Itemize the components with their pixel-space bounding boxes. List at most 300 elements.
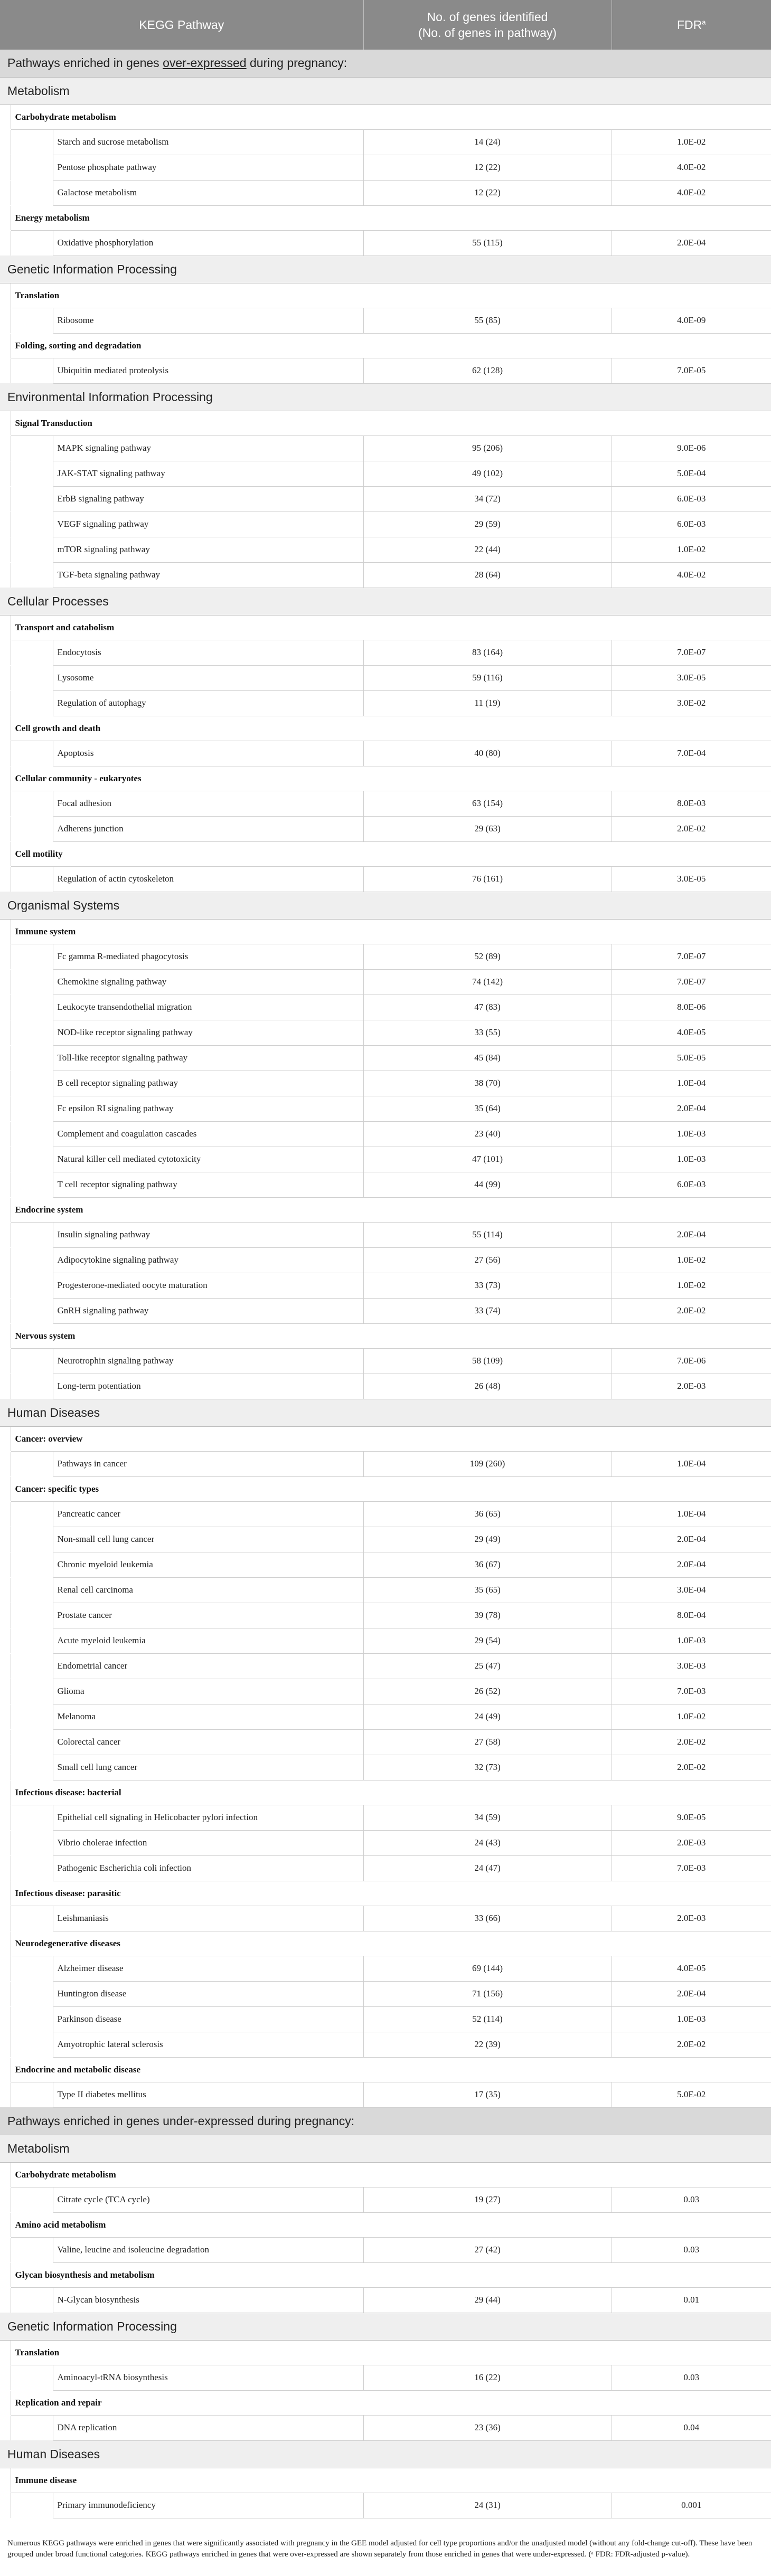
indent-cell	[11, 1374, 53, 1399]
fdr-value: 0.01	[612, 2287, 771, 2313]
pathway-name: Fc epsilon RI signaling pathway	[53, 1096, 363, 1121]
indent-cell	[11, 1451, 53, 1476]
gene-count: 59 (116)	[363, 665, 612, 690]
gene-count: 62 (128)	[363, 358, 612, 383]
pathway-name: Apoptosis	[53, 741, 363, 766]
indent-cell	[11, 1906, 53, 1931]
indent-cell	[0, 1628, 11, 1653]
pathway-row	[0, 741, 771, 766]
section-title	[0, 2107, 771, 2135]
indent-cell	[0, 1679, 11, 1704]
subcategory-label: Infectious disease: parasitic	[11, 1881, 771, 1906]
header-gene-count-line2: (No. of genes in pathway)	[418, 26, 557, 40]
indent-cell	[0, 1071, 11, 1096]
category-label: Organismal Systems	[0, 892, 771, 919]
pathway-row	[0, 1577, 771, 1603]
gene-count: 38 (70)	[363, 1071, 612, 1096]
indent-cell	[11, 690, 53, 716]
indent-cell	[0, 2006, 11, 2032]
subcategory-row	[0, 1931, 771, 1956]
pathway-row	[0, 1729, 771, 1755]
gene-count: 16 (22)	[363, 2365, 612, 2390]
gene-count: 35 (65)	[363, 1577, 612, 1603]
indent-cell	[0, 1704, 11, 1729]
indent-cell	[11, 1603, 53, 1628]
indent-cell	[0, 1121, 11, 1147]
pathway-name: Huntington disease	[53, 1981, 363, 2006]
pathway-row	[0, 791, 771, 816]
indent-cell	[0, 2187, 11, 2212]
indent-cell	[0, 741, 11, 766]
fdr-value: 1.0E-02	[612, 537, 771, 562]
pathway-name: MAPK signaling pathway	[53, 435, 363, 461]
indent-cell	[11, 2082, 53, 2107]
subcategory-row	[0, 841, 771, 866]
gene-count: 36 (67)	[363, 1552, 612, 1577]
subcategory-row	[0, 2262, 771, 2287]
indent-cell	[0, 1527, 11, 1552]
subcategory-row	[0, 1426, 771, 1451]
indent-cell	[11, 230, 53, 255]
indent-cell	[11, 1628, 53, 1653]
pathway-name: Valine, leucine and isoleucine degradation	[53, 2237, 363, 2262]
indent-cell	[0, 2057, 11, 2082]
indent-cell	[0, 791, 11, 816]
indent-cell	[0, 1096, 11, 1121]
gene-count: 25 (47)	[363, 1653, 612, 1679]
indent-cell	[0, 1956, 11, 1981]
indent-cell	[0, 1348, 11, 1374]
indent-cell	[11, 2006, 53, 2032]
indent-cell	[11, 1755, 53, 1780]
indent-cell	[0, 486, 11, 512]
pathway-row	[0, 1527, 771, 1552]
fdr-value: 6.0E-03	[612, 512, 771, 537]
indent-cell	[11, 1577, 53, 1603]
indent-cell	[11, 180, 53, 205]
indent-cell	[0, 1426, 11, 1451]
indent-cell	[11, 866, 53, 892]
pathway-row	[0, 1956, 771, 1981]
indent-cell	[11, 1045, 53, 1071]
indent-cell	[11, 1273, 53, 1298]
gene-count: 29 (44)	[363, 2287, 612, 2313]
fdr-value: 8.0E-03	[612, 791, 771, 816]
pathway-row	[0, 2032, 771, 2057]
pathway-name: Regulation of actin cytoskeleton	[53, 866, 363, 892]
subcategory-row	[0, 1780, 771, 1805]
indent-cell	[11, 1855, 53, 1881]
pathway-row	[0, 358, 771, 383]
pathway-name: Pancreatic cancer	[53, 1501, 363, 1527]
indent-cell	[0, 155, 11, 180]
pathway-name: T cell receptor signaling pathway	[53, 1172, 363, 1197]
fdr-value: 2.0E-04	[612, 1981, 771, 2006]
indent-cell	[0, 1830, 11, 1855]
fdr-value: 2.0E-02	[612, 1755, 771, 1780]
fdr-value: 3.0E-04	[612, 1577, 771, 1603]
gene-count: 74 (142)	[363, 969, 612, 995]
gene-count: 24 (49)	[363, 1704, 612, 1729]
subcategory-row	[0, 1197, 771, 1222]
indent-cell	[0, 2162, 11, 2187]
indent-cell	[0, 2390, 11, 2415]
fdr-value: 7.0E-07	[612, 944, 771, 969]
indent-cell	[0, 1501, 11, 1527]
fdr-value: 6.0E-03	[612, 486, 771, 512]
pathway-row	[0, 2006, 771, 2032]
fdr-value: 9.0E-06	[612, 435, 771, 461]
indent-cell	[0, 2237, 11, 2262]
gene-count: 76 (161)	[363, 866, 612, 892]
pathway-row	[0, 1374, 771, 1399]
pathway-row	[0, 562, 771, 588]
subcategory-label: Translation	[11, 283, 771, 308]
subcategory-row	[0, 2468, 771, 2493]
pathway-row	[0, 2187, 771, 2212]
gene-count: 19 (27)	[363, 2187, 612, 2212]
indent-cell	[0, 969, 11, 995]
subcategory-label: Carbohydrate metabolism	[11, 105, 771, 129]
gene-count: 14 (24)	[363, 129, 612, 155]
gene-count: 34 (59)	[363, 1805, 612, 1830]
gene-count: 29 (59)	[363, 512, 612, 537]
indent-cell	[0, 1805, 11, 1830]
pathway-row	[0, 308, 771, 333]
fdr-value: 4.0E-09	[612, 308, 771, 333]
pathway-name: Amyotrophic lateral sclerosis	[53, 2032, 363, 2057]
table-header-row	[0, 0, 771, 50]
gene-count: 36 (65)	[363, 1501, 612, 1527]
pathway-name: VEGF signaling pathway	[53, 512, 363, 537]
indent-cell	[0, 1906, 11, 1931]
gene-count: 47 (101)	[363, 1147, 612, 1172]
subcategory-label: Immune disease	[11, 2468, 771, 2493]
fdr-value: 0.03	[612, 2237, 771, 2262]
indent-cell	[0, 1931, 11, 1956]
subcategory-label: Glycan biosynthesis and metabolism	[11, 2262, 771, 2287]
fdr-value: 3.0E-03	[612, 1653, 771, 1679]
subcategory-row	[0, 2340, 771, 2365]
fdr-value: 4.0E-02	[612, 155, 771, 180]
indent-cell	[0, 615, 11, 640]
indent-cell	[0, 180, 11, 205]
category-row	[0, 77, 771, 105]
indent-cell	[0, 1451, 11, 1476]
pathway-row	[0, 461, 771, 486]
fdr-value: 5.0E-02	[612, 2082, 771, 2107]
subcategory-label: Cancer: specific types	[11, 1476, 771, 1501]
pathway-name: Adherens junction	[53, 816, 363, 841]
pathway-row	[0, 1121, 771, 1147]
indent-cell	[0, 333, 11, 358]
fdr-value: 2.0E-04	[612, 1222, 771, 1247]
subcategory-row	[0, 766, 771, 791]
pathway-row	[0, 1603, 771, 1628]
indent-cell	[11, 1501, 53, 1527]
fdr-value: 7.0E-07	[612, 640, 771, 665]
category-row	[0, 2135, 771, 2162]
indent-cell	[11, 537, 53, 562]
pathway-row	[0, 1147, 771, 1172]
indent-cell	[0, 1552, 11, 1577]
fdr-value: 2.0E-04	[612, 1527, 771, 1552]
pathway-row	[0, 665, 771, 690]
pathway-row	[0, 816, 771, 841]
pathway-row	[0, 1298, 771, 1323]
indent-cell	[11, 1147, 53, 1172]
subcategory-label: Endocrine and metabolic disease	[11, 2057, 771, 2082]
indent-cell	[0, 2493, 11, 2518]
indent-cell	[0, 2365, 11, 2390]
fdr-value: 7.0E-06	[612, 1348, 771, 1374]
pathway-name: Ribosome	[53, 308, 363, 333]
pathway-row	[0, 2237, 771, 2262]
fdr-value: 7.0E-03	[612, 1679, 771, 1704]
pathway-name: mTOR signaling pathway	[53, 537, 363, 562]
header-fdr-superscript: a	[702, 18, 706, 26]
indent-cell	[11, 1121, 53, 1147]
subcategory-row	[0, 2212, 771, 2237]
fdr-value: 2.0E-03	[612, 1830, 771, 1855]
indent-cell	[11, 791, 53, 816]
fdr-value: 3.0E-05	[612, 665, 771, 690]
pathway-row	[0, 1096, 771, 1121]
indent-cell	[11, 2365, 53, 2390]
indent-cell	[0, 2340, 11, 2365]
pathway-name: Pathways in cancer	[53, 1451, 363, 1476]
indent-cell	[11, 2493, 53, 2518]
indent-cell	[0, 995, 11, 1020]
pathway-row	[0, 486, 771, 512]
indent-cell	[11, 1096, 53, 1121]
gene-count: 52 (89)	[363, 944, 612, 969]
indent-cell	[0, 1045, 11, 1071]
fdr-value: 2.0E-02	[612, 1298, 771, 1323]
pathway-row	[0, 1020, 771, 1045]
gene-count: 26 (52)	[363, 1679, 612, 1704]
fdr-value: 3.0E-05	[612, 866, 771, 892]
indent-cell	[0, 129, 11, 155]
pathway-row	[0, 1906, 771, 1931]
subcategory-row	[0, 2162, 771, 2187]
fdr-value: 5.0E-04	[612, 461, 771, 486]
gene-count: 55 (85)	[363, 308, 612, 333]
pathway-row	[0, 1273, 771, 1298]
gene-count: 24 (43)	[363, 1830, 612, 1855]
gene-count: 83 (164)	[363, 640, 612, 665]
pathway-name: Complement and coagulation cascades	[53, 1121, 363, 1147]
indent-cell	[0, 562, 11, 588]
fdr-value: 1.0E-03	[612, 1628, 771, 1653]
gene-count: 24 (47)	[363, 1855, 612, 1881]
header-kegg-pathway: KEGG Pathway	[0, 0, 363, 50]
pathway-name: Leishmaniasis	[53, 1906, 363, 1931]
pathway-name: NOD-like receptor signaling pathway	[53, 1020, 363, 1045]
gene-count: 33 (74)	[363, 1298, 612, 1323]
fdr-value: 2.0E-04	[612, 230, 771, 255]
fdr-value: 7.0E-05	[612, 358, 771, 383]
section-header-row	[0, 2107, 771, 2135]
pathway-row	[0, 2493, 771, 2518]
section-title-pre: Pathways enriched in genes	[7, 2114, 163, 2128]
fdr-value: 7.0E-04	[612, 741, 771, 766]
subcategory-row	[0, 411, 771, 435]
indent-cell	[11, 1298, 53, 1323]
fdr-value: 1.0E-03	[612, 1147, 771, 1172]
fdr-value: 1.0E-02	[612, 1273, 771, 1298]
gene-count: 28 (64)	[363, 562, 612, 588]
pathway-row	[0, 1830, 771, 1855]
pathway-name: B cell receptor signaling pathway	[53, 1071, 363, 1096]
category-label: Metabolism	[0, 2135, 771, 2162]
fdr-value: 1.0E-03	[612, 1121, 771, 1147]
pathway-name: Colorectal cancer	[53, 1729, 363, 1755]
subcategory-label: Infectious disease: bacterial	[11, 1780, 771, 1805]
indent-cell	[11, 969, 53, 995]
pathway-name: Non-small cell lung cancer	[53, 1527, 363, 1552]
indent-cell	[11, 358, 53, 383]
indent-cell	[0, 2212, 11, 2237]
indent-cell	[11, 308, 53, 333]
pathway-name: Toll-like receptor signaling pathway	[53, 1045, 363, 1071]
section-title-key: under-expressed	[163, 2114, 254, 2128]
indent-cell	[0, 1374, 11, 1399]
indent-cell	[0, 944, 11, 969]
gene-count: 23 (40)	[363, 1121, 612, 1147]
pathway-name: Fc gamma R-mediated phagocytosis	[53, 944, 363, 969]
pathway-name: ErbB signaling pathway	[53, 486, 363, 512]
pathway-row	[0, 435, 771, 461]
category-row	[0, 892, 771, 919]
indent-cell	[0, 411, 11, 435]
category-label: Environmental Information Processing	[0, 383, 771, 411]
pathway-row	[0, 1045, 771, 1071]
gene-count: 71 (156)	[363, 1981, 612, 2006]
subcategory-label: Endocrine system	[11, 1197, 771, 1222]
indent-cell	[0, 308, 11, 333]
header-fdr-label: FDR	[676, 18, 702, 32]
fdr-value: 0.04	[612, 2415, 771, 2440]
fdr-value: 2.0E-02	[612, 816, 771, 841]
pathway-row	[0, 1451, 771, 1476]
indent-cell	[0, 866, 11, 892]
gene-count: 27 (58)	[363, 1729, 612, 1755]
fdr-value: 1.0E-04	[612, 1451, 771, 1476]
category-row	[0, 255, 771, 283]
subcategory-label: Replication and repair	[11, 2390, 771, 2415]
pathway-row	[0, 969, 771, 995]
indent-cell	[0, 2287, 11, 2313]
fdr-value: 0.03	[612, 2187, 771, 2212]
pathway-row	[0, 1071, 771, 1096]
fdr-value: 0.001	[612, 2493, 771, 2518]
indent-cell	[0, 461, 11, 486]
pathway-row	[0, 537, 771, 562]
pathway-row	[0, 690, 771, 716]
fdr-value: 1.0E-04	[612, 1501, 771, 1527]
fdr-value: 2.0E-03	[612, 1374, 771, 1399]
indent-cell	[0, 283, 11, 308]
pathway-name: Glioma	[53, 1679, 363, 1704]
indent-cell	[0, 1476, 11, 1501]
subcategory-row	[0, 2057, 771, 2082]
gene-count: 27 (42)	[363, 2237, 612, 2262]
subcategory-row	[0, 1476, 771, 1501]
category-label: Genetic Information Processing	[0, 2313, 771, 2340]
indent-cell	[0, 537, 11, 562]
pathway-name: Lysosome	[53, 665, 363, 690]
pathway-name: N-Glycan biosynthesis	[53, 2287, 363, 2313]
pathway-name: Ubiquitin mediated proteolysis	[53, 358, 363, 383]
gene-count: 35 (64)	[363, 1096, 612, 1121]
indent-cell	[0, 1247, 11, 1273]
indent-cell	[11, 1222, 53, 1247]
gene-count: 45 (84)	[363, 1045, 612, 1071]
subcategory-row	[0, 205, 771, 230]
pathway-name: Endometrial cancer	[53, 1653, 363, 1679]
pathway-name: Epithelial cell signaling in Helicobacter pylori infection	[53, 1805, 363, 1830]
gene-count: 32 (73)	[363, 1755, 612, 1780]
indent-cell	[11, 2187, 53, 2212]
indent-cell	[11, 1704, 53, 1729]
pathway-row	[0, 1755, 771, 1780]
pathway-name: Type II diabetes mellitus	[53, 2082, 363, 2107]
fdr-value: 1.0E-02	[612, 129, 771, 155]
pathway-name: Insulin signaling pathway	[53, 1222, 363, 1247]
pathway-name: Leukocyte transendothelial migration	[53, 995, 363, 1020]
fdr-value: 8.0E-06	[612, 995, 771, 1020]
subcategory-label: Immune system	[11, 919, 771, 944]
indent-cell	[0, 1197, 11, 1222]
gene-count: 69 (144)	[363, 1956, 612, 1981]
indent-cell	[0, 1981, 11, 2006]
gene-count: 12 (22)	[363, 155, 612, 180]
pathway-row	[0, 995, 771, 1020]
pathway-name: Endocytosis	[53, 640, 363, 665]
header-fdr	[612, 0, 771, 50]
pathway-name: Acute myeloid leukemia	[53, 1628, 363, 1653]
gene-count: 109 (260)	[363, 1451, 612, 1476]
indent-cell	[0, 1729, 11, 1755]
indent-cell	[11, 155, 53, 180]
pathway-row	[0, 129, 771, 155]
pathway-name: Chemokine signaling pathway	[53, 969, 363, 995]
gene-count: 40 (80)	[363, 741, 612, 766]
gene-count: 63 (154)	[363, 791, 612, 816]
fdr-value: 1.0E-03	[612, 2006, 771, 2032]
fdr-value: 7.0E-03	[612, 1855, 771, 1881]
gene-count: 33 (73)	[363, 1273, 612, 1298]
indent-cell	[0, 665, 11, 690]
fdr-value: 1.0E-04	[612, 1071, 771, 1096]
pathway-name: Regulation of autophagy	[53, 690, 363, 716]
subcategory-label: Cell growth and death	[11, 716, 771, 741]
pathway-row	[0, 866, 771, 892]
indent-cell	[11, 944, 53, 969]
pathway-name: Oxidative phosphorylation	[53, 230, 363, 255]
subcategory-label: Folding, sorting and degradation	[11, 333, 771, 358]
indent-cell	[11, 2032, 53, 2057]
section-title-key: over-expressed	[163, 56, 247, 70]
gene-count: 24 (31)	[363, 2493, 612, 2518]
indent-cell	[0, 1603, 11, 1628]
indent-cell	[0, 1755, 11, 1780]
pathway-row	[0, 230, 771, 255]
table-footnote: Numerous KEGG pathways were enriched in genes that were significantly associated with pregnancy in the GEE model adjusted for cell type proportions and/or the unadjusted model (without any fold-change cut-off). These have been grouped under broad functional categories. KEGG pathways enriched in genes that were over-expressed are shown separately from those enriched in genes that were under-expressed. (ᵃ FDR: FDR-adjusted p-value).	[7, 2539, 753, 2559]
indent-cell	[0, 2082, 11, 2107]
gene-count: 12 (22)	[363, 180, 612, 205]
